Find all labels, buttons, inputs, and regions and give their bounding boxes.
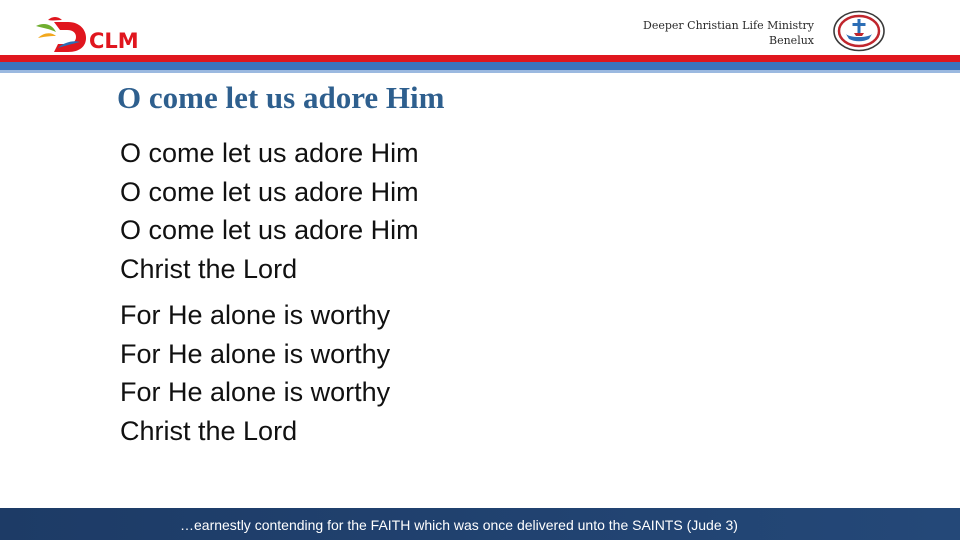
org-name-line1: Deeper Christian Life Ministry	[643, 19, 814, 32]
header-stripe-red	[0, 55, 960, 62]
lyrics-verse	[120, 134, 419, 288]
footer-bar	[0, 508, 960, 540]
org-name-line2: Benelux	[769, 34, 814, 47]
lyric-line: O come let us adore Him	[120, 215, 419, 245]
header-stripe-light	[0, 70, 960, 73]
lyric-line: Christ the Lord	[120, 253, 298, 284]
slide-title: O come let us adore Him	[117, 80, 445, 115]
header-stripe-blue	[0, 62, 960, 70]
footer-text: …earnestly contending for the FAITH which was once delivered unto the SAINTS (Jude 3)	[180, 517, 738, 533]
lyric-line: For He alone is worthy	[120, 300, 391, 330]
lyric-line: O come let us adore Him	[120, 176, 419, 207]
lyric-line: For He alone is worthy	[120, 338, 391, 369]
dclm-emblem-icon	[832, 10, 886, 52]
dclm-logo	[34, 12, 164, 54]
lyrics-verse	[120, 296, 390, 450]
lyric-line: O come let us adore Him	[120, 138, 419, 168]
organization-name	[643, 18, 814, 48]
lyric-line: For He alone is worthy	[120, 377, 391, 407]
logo-text: CLM	[89, 29, 139, 53]
lyric-line: Christ the Lord	[120, 415, 298, 446]
